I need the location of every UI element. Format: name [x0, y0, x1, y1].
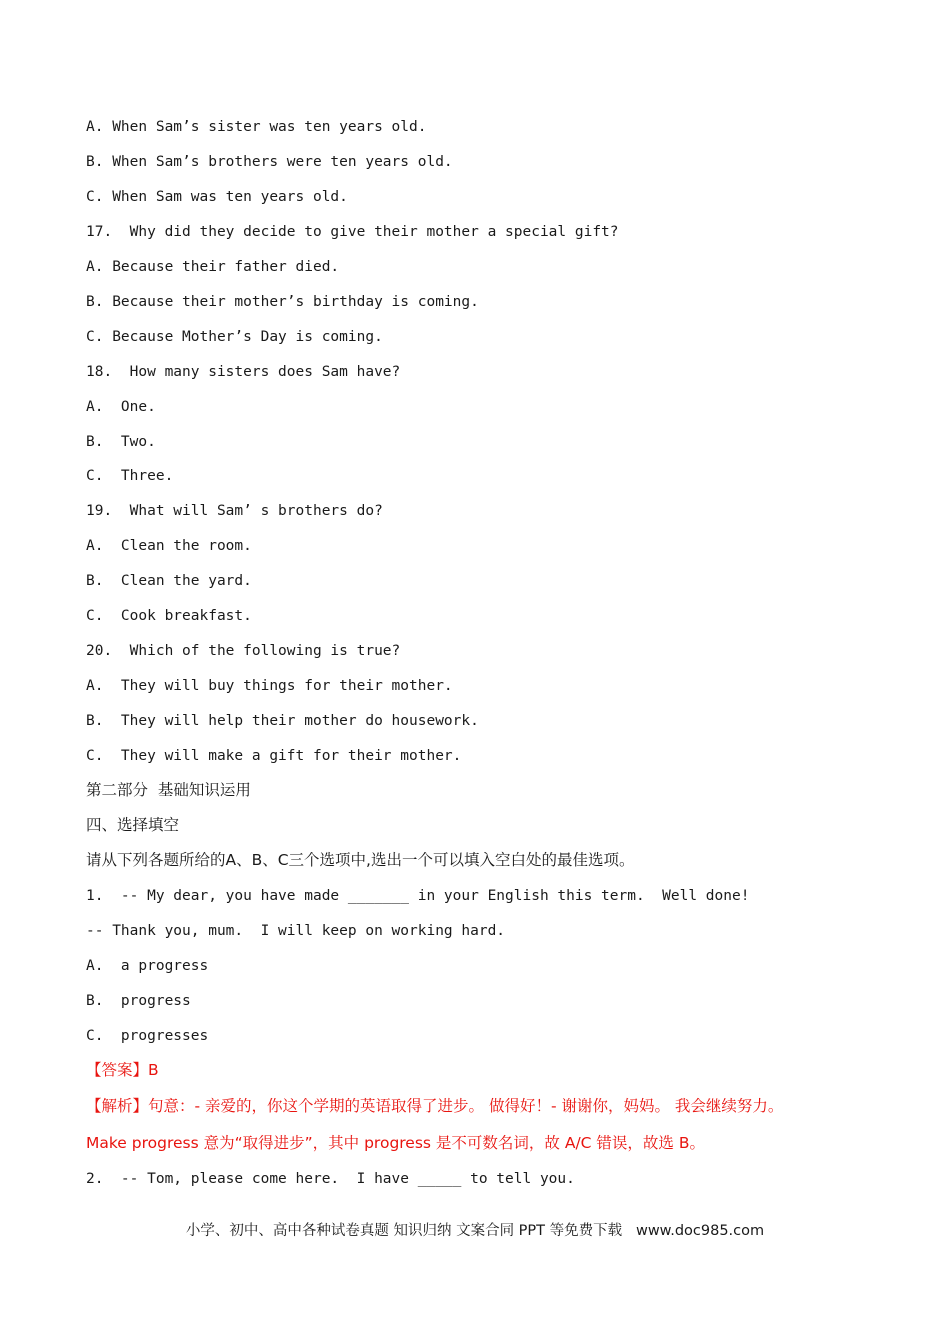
q18-question: 18. How many sisters does Sam have? [86, 364, 401, 380]
q19-option-a: A. Clean the room. [86, 538, 252, 554]
q1-question: 1. -- My dear, you have made _______ in your English this term. Well done! [86, 888, 750, 904]
q16-option-b: B. When Sam’s brothers were ten years old. [86, 154, 453, 170]
q17-option-c: C. Because Mother’s Day is coming. [86, 329, 383, 345]
q18-option-a: A. One. [86, 399, 156, 415]
q20-option-b: B. They will help their mother do housework. [86, 713, 479, 729]
q1-option-a: A. a progress [86, 958, 209, 974]
q16-option-a: A. When Sam’s sister was ten years old. [86, 119, 427, 135]
q18-option-b: B. Two. [86, 434, 156, 450]
q19-option-b: B. Clean the yard. [86, 573, 252, 589]
q16-option-c: C. When Sam was ten years old. [86, 189, 348, 205]
q1-answer: 【答案】B [86, 1061, 159, 1079]
q1-option-c: C. progresses [86, 1028, 209, 1044]
footer-advert: 小学、初中、高中各种试卷真题 知识归纳 文案合同 PPT 等免费下载 www.doc985.com [185, 1223, 765, 1239]
q1-dialogue: -- Thank you, mum. I will keep on working hard. [86, 923, 506, 939]
q17-option-a: A. Because their father died. [86, 259, 340, 275]
q20-option-c: C. They will make a gift for their mother. [86, 748, 462, 764]
q17-option-b: B. Because their mother’s birthday is coming. [86, 294, 479, 310]
q20-option-a: A. They will buy things for their mother. [86, 678, 453, 694]
subsection-heading: 四、选择填空 [86, 816, 180, 834]
q1-option-b: B. progress [86, 993, 191, 1009]
q17-question: 17. Why did they decide to give their mother a special gift? [86, 224, 619, 240]
section-heading: 第二部分 基础知识运用 [86, 781, 251, 799]
q20-question: 20. Which of the following is true? [86, 643, 401, 659]
q18-option-c: C. Three. [86, 468, 174, 484]
q1-analysis: 【解析】句意：- 亲爱的，你这个学期的英语取得了进步。 做得好！- 谢谢你，妈妈。 我会继续努力。 [86, 1097, 784, 1115]
q19-question: 19. What will Sam’ s brothers do? [86, 503, 383, 519]
q19-option-c: C. Cook breakfast. [86, 608, 252, 624]
instructions: 请从下列各题所给的A、B、C三个选项中,选出一个可以填入空白处的最佳选项。 [86, 851, 635, 869]
q1-explanation: Make progress 意为“取得进步”，其中 progress 是不可数名词，故 A/C 错误，故选 B。 [86, 1134, 705, 1152]
q2-question: 2. -- Tom, please come here. I have _____ to tell you. [86, 1171, 575, 1187]
